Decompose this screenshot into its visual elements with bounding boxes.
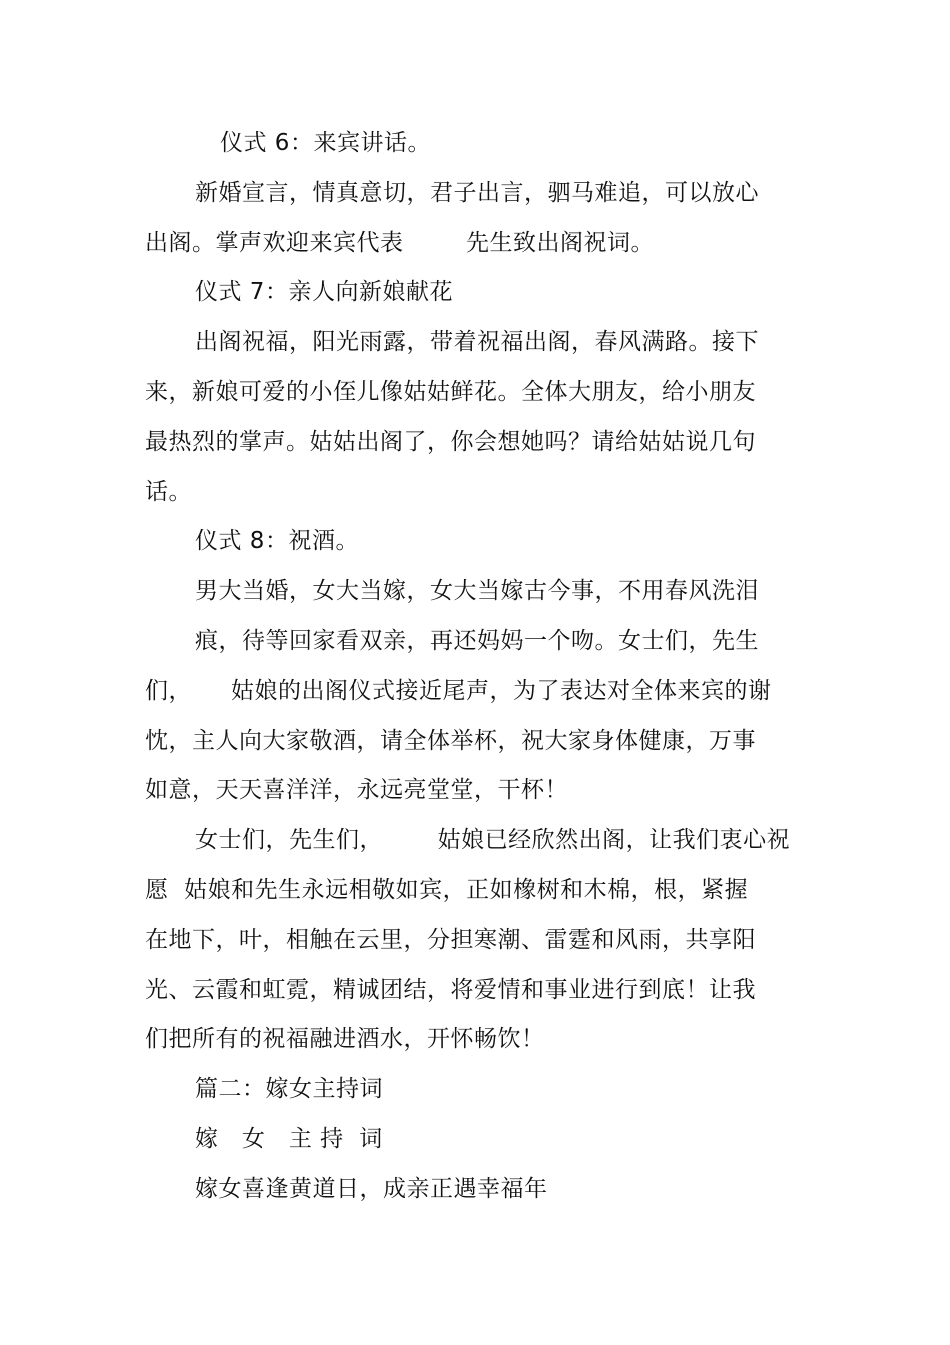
paragraph-line: 最热烈的掌声。姑姑出阁了，你会想她吗？请给姑姑说几句	[145, 429, 756, 455]
ceremony-6-heading: 仪式 6：来宾讲话。	[220, 130, 431, 156]
paragraph-line: 光、云霞和虹霓，精诚团结，将爱情和事业进行到底！让我	[145, 977, 756, 1003]
paragraph-line: 在地下，叶，相触在云里，分担寒潮、雷霆和风雨，共享阳	[145, 927, 756, 953]
paragraph-line: 出阁。掌声欢迎来宾代表 先生致出阁祝词。	[145, 230, 654, 256]
ceremony-8-heading: 仪式 8：祝酒。	[195, 528, 359, 554]
ceremony-7-heading: 仪式 7：亲人向新娘献花	[195, 279, 453, 305]
paragraph-line: 们把所有的祝福融进酒水，开怀畅饮！	[145, 1026, 545, 1052]
paragraph-line: 们， 姑娘的出阁仪式接近尾声，为了表达对全体来宾的谢	[145, 678, 772, 704]
paragraph-line: 来，新娘可爱的小侄儿像姑姑鲜花。全体大朋友，给小朋友	[145, 379, 756, 405]
paragraph-line: 新婚宣言，情真意切，君子出言，驷马难追，可以放心	[195, 180, 759, 206]
paragraph-line: 男大当婚，女大当嫁，女大当嫁古今事，不用春风洗泪	[195, 578, 759, 604]
paragraph-line: 愿 姑娘和先生永远相敬如宾，正如橡树和木棉，根，紧握	[145, 877, 749, 903]
spaced-title: 嫁 女 主 持 词	[195, 1126, 383, 1152]
paragraph-line: 女士们，先生们， 姑娘已经欣然出阁，让我们衷心祝	[195, 827, 791, 853]
paragraph-line: 痕，待等回家看双亲，再还妈妈一个吻。女士们，先生	[195, 628, 759, 654]
section-heading: 篇二：嫁女主持词	[195, 1076, 383, 1102]
paragraph-line: 话。	[145, 479, 192, 505]
paragraph-line: 出阁祝福，阳光雨露，带着祝福出阁，春风满路。接下	[195, 329, 759, 355]
paragraph-line: 忱，主人向大家敬酒，请全体举杯，祝大家身体健康，万事	[145, 728, 756, 754]
paragraph-line: 如意，天天喜洋洋，永远亮堂堂，干杯！	[145, 777, 568, 803]
paragraph-line: 嫁女喜逢黄道日，成亲正遇幸福年	[195, 1176, 548, 1202]
